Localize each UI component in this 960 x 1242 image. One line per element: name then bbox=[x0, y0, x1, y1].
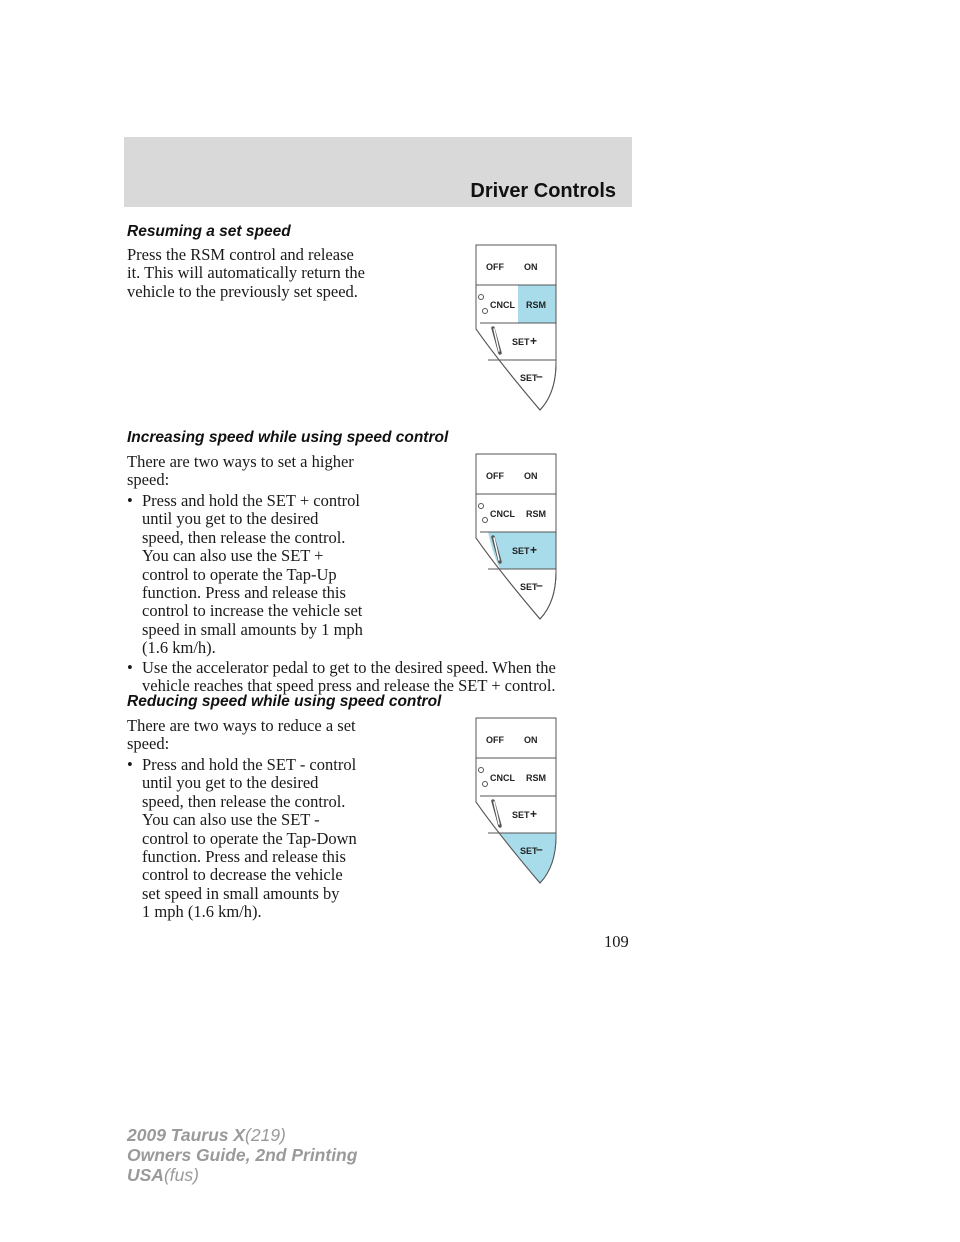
bullet-increasing-1: • Press and hold the SET + control until you get to the desired speed, then release the control. You can also use the SET + control to operate the Tap-Up function. Press and release this control to increase the vehicle set speed in small amounts by 1 mph (1.6 km/h). bbox=[127, 491, 363, 658]
set-minus-highlight bbox=[500, 833, 556, 883]
svg-text:–: – bbox=[536, 369, 543, 383]
svg-text:ON: ON bbox=[524, 471, 538, 481]
svg-text:SET: SET bbox=[512, 810, 530, 820]
svg-text:SET: SET bbox=[520, 582, 538, 592]
svg-text:RSM: RSM bbox=[526, 300, 546, 310]
header-bar bbox=[124, 137, 632, 207]
speed-control-diagram-set-plus bbox=[470, 452, 565, 622]
svg-text:RSM: RSM bbox=[526, 773, 546, 783]
intro-reducing: There are two ways to reduce a set speed: bbox=[127, 716, 356, 754]
svg-text:SET: SET bbox=[520, 373, 538, 383]
svg-text:OFF: OFF bbox=[486, 735, 504, 745]
svg-text:+: + bbox=[530, 807, 538, 821]
svg-text:SET: SET bbox=[512, 337, 530, 347]
svg-text:CNCL: CNCL bbox=[490, 773, 515, 783]
svg-text:RSM: RSM bbox=[526, 509, 546, 519]
speed-control-diagram-rsm bbox=[470, 243, 565, 413]
svg-text:OFF: OFF bbox=[486, 471, 504, 481]
svg-text:SET: SET bbox=[520, 846, 538, 856]
section-title: Driver Controls bbox=[470, 180, 616, 202]
paragraph-resuming: Press the RSM control and release it. This will automatically return the vehicle to the previously set speed. bbox=[127, 245, 365, 301]
svg-text:SET: SET bbox=[512, 546, 530, 556]
bullet-reducing-1: • Press and hold the SET - control until you get to the desired speed, then release the control. You can also use the SET - control to operate the Tap-Down function. Press and release this control to decrease the vehicle set speed in small amounts by 1 mph (1.6 km/h). bbox=[127, 755, 357, 922]
svg-text:ON: ON bbox=[524, 735, 538, 745]
svg-text:–: – bbox=[536, 842, 543, 856]
heading-increasing: Increasing speed while using speed control bbox=[127, 429, 449, 446]
speed-control-diagram-set-minus bbox=[470, 716, 565, 886]
svg-text:ON: ON bbox=[524, 262, 538, 272]
svg-text:+: + bbox=[530, 334, 538, 348]
svg-text:OFF: OFF bbox=[486, 262, 504, 272]
footer: 2009 Taurus X(219) Owners Guide, 2nd Printing USA(fus) bbox=[127, 1125, 358, 1185]
svg-text:–: – bbox=[536, 578, 543, 592]
svg-text:CNCL: CNCL bbox=[490, 509, 515, 519]
intro-increasing: There are two ways to set a higher speed: bbox=[127, 452, 354, 490]
svg-text:+: + bbox=[530, 543, 538, 557]
heading-reducing: Reducing speed while using speed control bbox=[127, 693, 442, 710]
heading-resuming: Resuming a set speed bbox=[127, 223, 291, 240]
bullet-increasing-2: • Use the accelerator pedal to get to the desired speed. When the vehicle reaches that speed press and release the SET + control. bbox=[127, 658, 556, 696]
page-number: 109 bbox=[604, 932, 629, 951]
svg-text:CNCL: CNCL bbox=[490, 300, 515, 310]
